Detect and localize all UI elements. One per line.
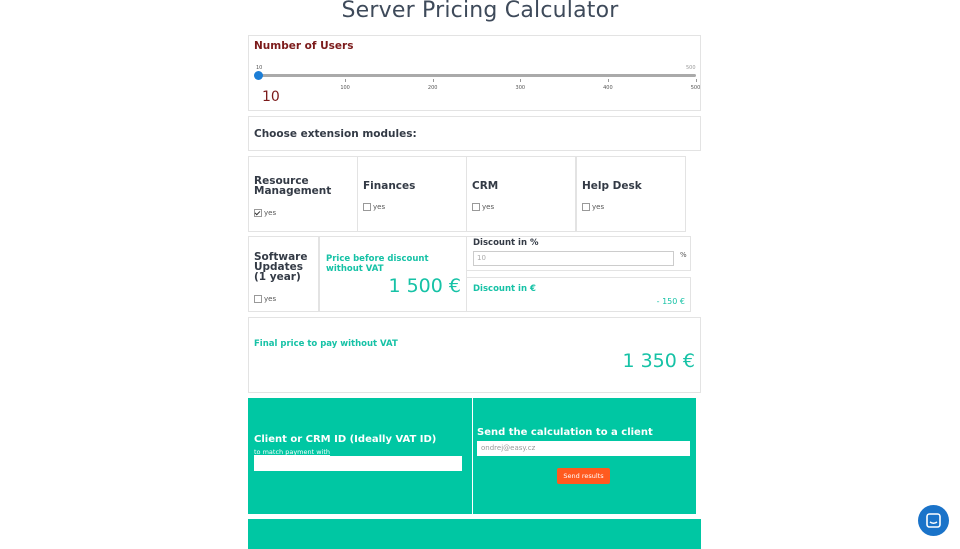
price-value: 1 500 € [388, 275, 461, 297]
final-price-value: 1 350 € [622, 350, 695, 372]
module-checkbox[interactable] [363, 203, 371, 211]
module-option-label: yes [482, 202, 495, 211]
client-label: Client or CRM ID (Ideally VAT ID) [254, 434, 437, 445]
client-panel [248, 398, 472, 514]
module-resource-management[interactable] [248, 156, 358, 232]
pct-sign: % [680, 251, 687, 259]
discount-eur-value: - 150 € [656, 297, 685, 306]
send-panel [473, 398, 696, 514]
module-checkbox[interactable] [582, 203, 590, 211]
discount-eur-label: Discount in € [473, 284, 536, 294]
module-finances[interactable] [357, 156, 467, 232]
slider-min-label: 10 [256, 65, 263, 71]
client-sublabel: to match payment with [254, 448, 331, 456]
send-results-button[interactable]: Send results [557, 468, 610, 484]
price-panel [319, 236, 467, 312]
slider-tick-label: 300 [515, 85, 526, 91]
slider-max-label: 500 [686, 65, 696, 71]
slider-tick [608, 79, 609, 82]
chat-icon [918, 505, 949, 536]
final-price-label: Final price to pay without VAT [254, 339, 398, 349]
module-help-desk[interactable] [576, 156, 686, 232]
users-label: Number of Users [254, 40, 354, 52]
slider-tick-label: 100 [340, 85, 350, 91]
module-checkbox[interactable] [472, 203, 480, 211]
send-label: Send the calculation to a client [477, 427, 653, 438]
slider-tick [433, 79, 434, 82]
extensions-panel [248, 116, 701, 151]
chat-button[interactable] [918, 505, 949, 536]
module-name: Software Updates (1 year) [254, 251, 308, 283]
module-option-label: yes [264, 208, 277, 217]
client-id-input[interactable] [254, 456, 462, 471]
slider-tick-label: 400 [603, 85, 613, 91]
module-crm[interactable] [466, 156, 576, 232]
module-option-label: yes [264, 294, 277, 303]
price-label: Price before discount without VAT [326, 254, 429, 274]
module-checkbox[interactable] [254, 209, 262, 217]
module-name: Resource Management [254, 175, 332, 197]
send-email-input[interactable]: ondrej@easy.cz [477, 441, 690, 456]
users-panel [248, 35, 701, 111]
module-software-updates[interactable] [248, 236, 319, 312]
slider-tick [696, 79, 697, 82]
slider-tick-label: 500 [690, 85, 701, 91]
slider-thumb[interactable] [254, 71, 263, 80]
discount-pct-panel [466, 236, 691, 271]
extensions-label: Choose extension modules: [254, 128, 417, 140]
module-option-label: yes [373, 202, 386, 211]
discount-pct-input[interactable]: 10 [473, 251, 674, 266]
slider-track[interactable] [258, 74, 696, 77]
module-name: Help Desk [582, 180, 642, 192]
slider-tick [520, 79, 521, 82]
slider-tick [345, 79, 346, 82]
page-title: Server Pricing Calculator [341, 0, 619, 23]
module-name: CRM [472, 180, 499, 192]
discount-eur-panel [466, 277, 691, 312]
module-checkbox[interactable] [254, 295, 262, 303]
module-name: Finances [363, 180, 416, 192]
module-option-label: yes [592, 202, 605, 211]
users-value: 10 [262, 89, 280, 105]
final-price-panel [248, 317, 701, 393]
slider-tick-label: 200 [427, 85, 438, 91]
discount-pct-label: Discount in % [473, 238, 539, 248]
